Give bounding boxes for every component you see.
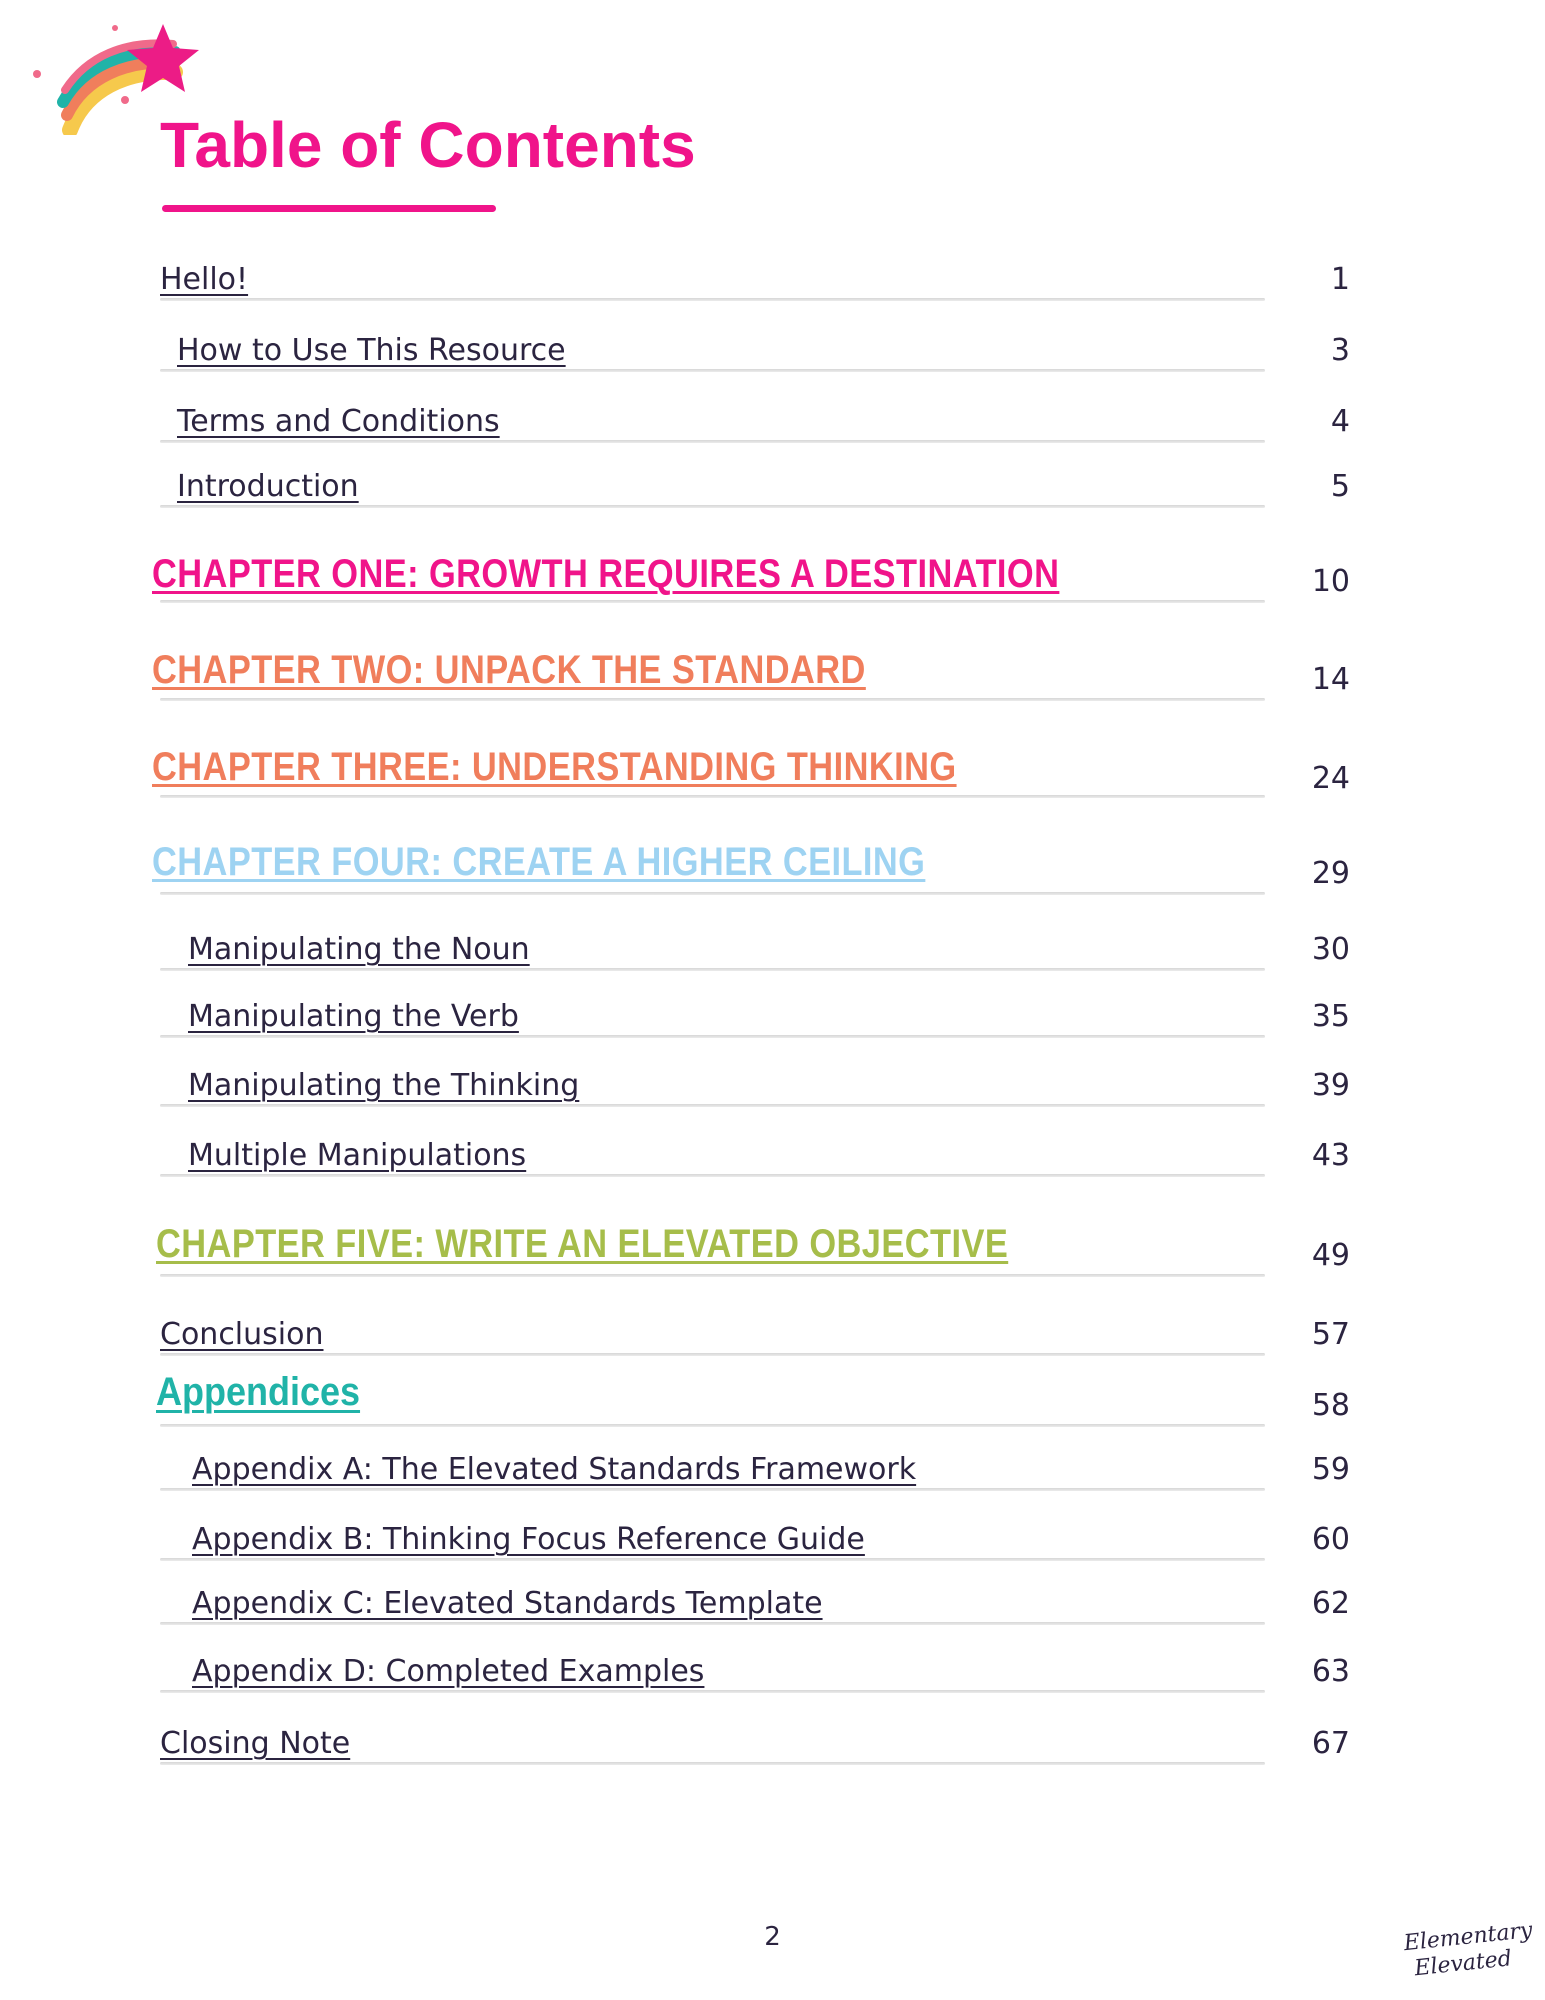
toc-leader-rule	[160, 1690, 1265, 1693]
toc-leader-rule	[160, 1558, 1265, 1561]
toc-link[interactable]: Terms and Conditions	[177, 404, 500, 439]
toc-leader-rule	[160, 369, 1265, 372]
page-number: 2	[764, 1922, 781, 1952]
toc-page-number: 67	[1311, 1726, 1350, 1761]
toc-leader-rule	[160, 298, 1265, 301]
toc-link[interactable]: Multiple Manipulations	[188, 1138, 527, 1173]
toc-link[interactable]: CHAPTER THREE: UNDERSTANDING THINKING	[152, 745, 957, 789]
toc-link[interactable]: Appendix C: Elevated Standards Template	[192, 1586, 823, 1621]
toc-page-number: 62	[1311, 1586, 1350, 1621]
toc-page-number: 58	[1311, 1388, 1350, 1423]
toc-leader-rule	[160, 1035, 1265, 1038]
toc-page-number: 43	[1311, 1138, 1350, 1173]
toc-leader-rule	[160, 1353, 1265, 1356]
toc-page-number: 1	[1330, 262, 1350, 297]
toc-leader-rule	[160, 440, 1265, 443]
toc-page-number: 4	[1330, 404, 1350, 439]
toc-page-number: 5	[1330, 469, 1350, 504]
toc-link[interactable]: Appendix B: Thinking Focus Reference Guide	[192, 1522, 865, 1557]
toc-page-number: 10	[1311, 564, 1350, 599]
toc-leader-rule	[160, 1274, 1265, 1277]
toc-link[interactable]: Introduction	[177, 469, 359, 504]
toc-page-number: 60	[1311, 1522, 1350, 1557]
toc-leader-rule	[160, 600, 1265, 603]
toc-leader-rule	[160, 1762, 1265, 1765]
toc-page-number: 14	[1311, 662, 1350, 697]
toc-link[interactable]: Closing Note	[160, 1726, 351, 1761]
toc-page-number: 63	[1311, 1654, 1350, 1689]
toc-leader-rule	[160, 1622, 1265, 1625]
toc-link[interactable]: CHAPTER FOUR: CREATE A HIGHER CEILING	[152, 840, 926, 884]
toc-page-number: 39	[1311, 1068, 1350, 1103]
toc-leader-rule	[160, 1104, 1265, 1107]
toc-page-number: 24	[1311, 761, 1350, 796]
toc-leader-rule	[160, 1174, 1265, 1177]
toc-page-number: 30	[1311, 932, 1350, 967]
toc-leader-rule	[160, 892, 1265, 895]
title-underline	[162, 205, 496, 212]
toc-leader-rule	[160, 505, 1265, 508]
toc-page-number: 57	[1311, 1317, 1350, 1352]
toc-link[interactable]: CHAPTER FIVE: WRITE AN ELEVATED OBJECTIVE	[156, 1222, 1009, 1266]
toc-leader-rule	[160, 968, 1265, 971]
toc-page-number: 3	[1330, 333, 1350, 368]
page-title: Table of Contents	[160, 109, 696, 181]
toc-page-number: 29	[1311, 856, 1350, 891]
toc-leader-rule	[160, 698, 1265, 701]
toc-leader-rule	[160, 795, 1265, 798]
toc-leader-rule	[160, 1488, 1265, 1491]
toc-link[interactable]: Manipulating the Noun	[188, 932, 530, 967]
brand-logo-line2: Elevated	[1413, 1946, 1513, 1982]
toc-page-number: 35	[1311, 999, 1350, 1034]
toc-link[interactable]: CHAPTER ONE: GROWTH REQUIRES A DESTINATION	[152, 552, 1060, 596]
toc-leader-rule	[160, 1424, 1265, 1427]
toc-link[interactable]: Manipulating the Verb	[188, 999, 519, 1034]
toc-page-number: 59	[1311, 1452, 1350, 1487]
toc-link[interactable]: How to Use This Resource	[177, 333, 566, 368]
toc-link[interactable]: Hello!	[160, 262, 249, 297]
toc-page-number: 49	[1311, 1238, 1350, 1273]
brand-logo-line1: Elementary	[1402, 1917, 1534, 1957]
brand-logo	[1402, 1917, 1534, 1983]
toc-link[interactable]: Manipulating the Thinking	[188, 1068, 580, 1103]
toc-link[interactable]: Appendix D: Completed Examples	[192, 1654, 705, 1689]
toc-link[interactable]: CHAPTER TWO: UNPACK THE STANDARD	[152, 648, 866, 692]
toc-link[interactable]: Appendices	[156, 1370, 361, 1414]
toc-link[interactable]: Conclusion	[160, 1317, 324, 1352]
toc-link[interactable]: Appendix A: The Elevated Standards Framework	[192, 1452, 917, 1487]
